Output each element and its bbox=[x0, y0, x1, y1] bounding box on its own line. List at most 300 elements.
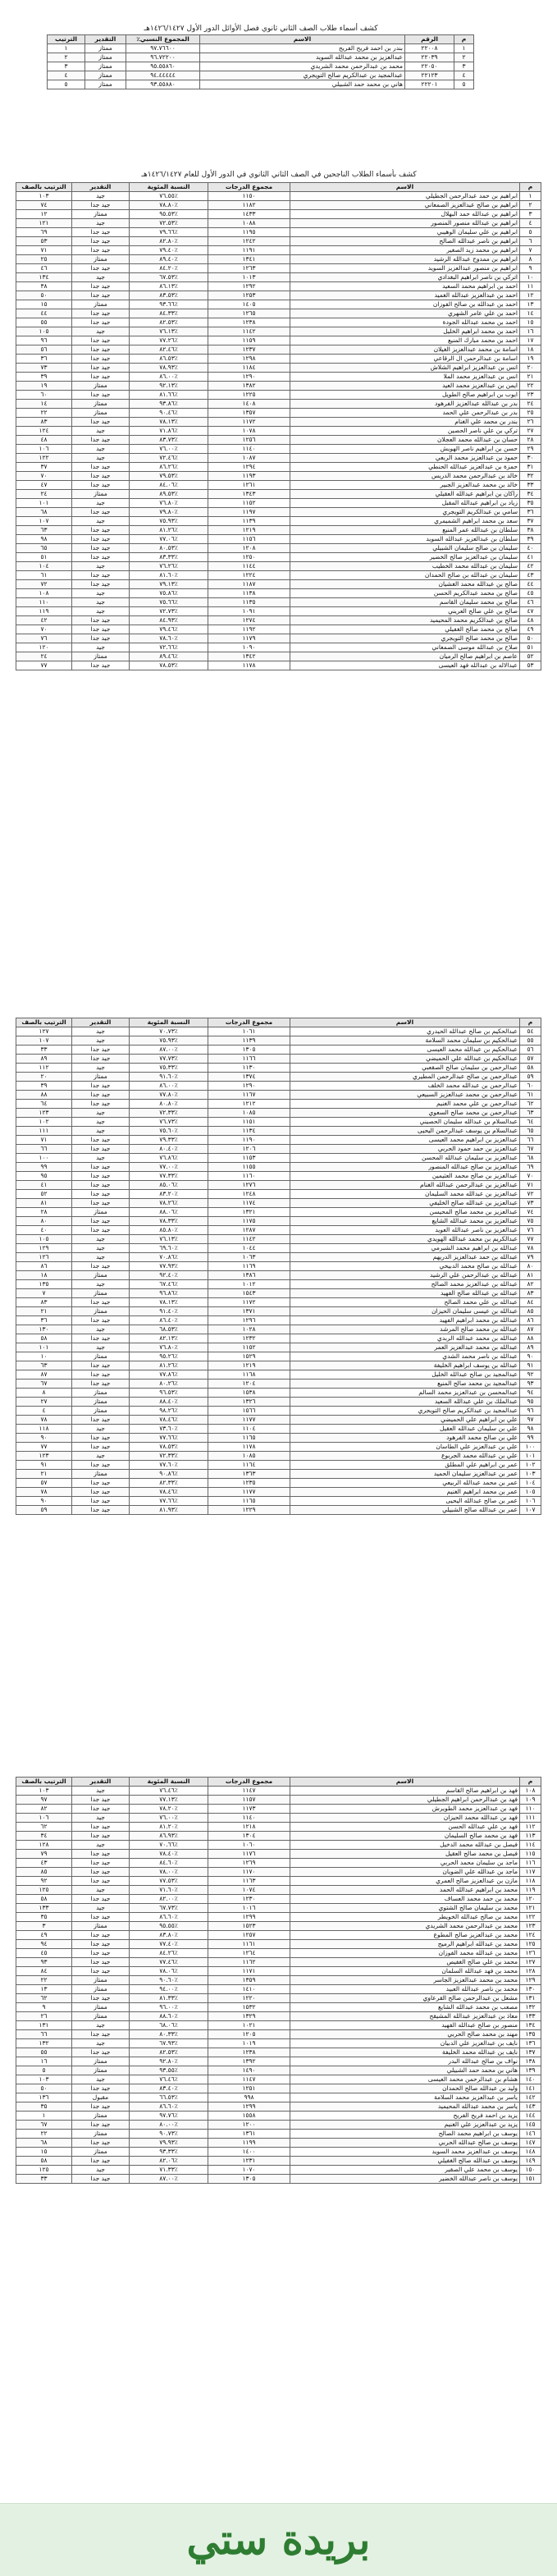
results-cell-name: بندر بن محمد علي الغنام bbox=[290, 418, 520, 427]
results-cell-rank: ٨٣ bbox=[16, 418, 72, 427]
results-cell-pct: ٪٧٨.٥٣ bbox=[130, 1443, 208, 1452]
results-cell-num: ٩٤ bbox=[520, 1389, 541, 1398]
table-row bbox=[16, 1208, 541, 1217]
results-cell-grade: جيد bbox=[72, 2021, 130, 2030]
results-cell-rank: ٣٣ bbox=[16, 1045, 72, 1055]
table-row bbox=[16, 246, 541, 255]
table-row bbox=[16, 2075, 541, 2084]
results-cell-name: محمد بن ابراهيم عبدالله الحمد bbox=[290, 1886, 520, 1895]
results-cell-total: ١٣٧٤ bbox=[208, 1073, 290, 1082]
results-cell-num: ١٣٨ bbox=[520, 2057, 541, 2066]
results-cell-pct: ٪٧٢.٣٣ bbox=[130, 1452, 208, 1461]
results-cell-name: عبدالعزيز بن سليمان عبدالله المحسن bbox=[290, 1154, 520, 1163]
results-cell-rank: ٢٢ bbox=[16, 1976, 72, 1985]
summary-header-row bbox=[48, 35, 474, 44]
results-cell-rank: ٥٠ bbox=[16, 2084, 72, 2093]
results-cell-name: عبدالله بن صالح محمد الدبيخي bbox=[290, 1262, 520, 1271]
results-cell-num: ٤ bbox=[520, 219, 541, 228]
results-cell-rank: ١٢٨ bbox=[16, 1841, 72, 1850]
results-cell-grade: جيد جدا bbox=[72, 1316, 130, 1325]
results-cell-pct: ٪٩٥.٥٣ bbox=[130, 210, 208, 219]
results-cell-rank: ٣٧ bbox=[16, 463, 72, 472]
results-col-name: الاسم bbox=[290, 183, 520, 192]
table-row bbox=[16, 1904, 541, 1913]
results-cell-total: ١٠٧٤ bbox=[208, 1886, 290, 1895]
results-cell-name: عبدالعزيز بن عبدالله محمد السليمان bbox=[290, 1190, 520, 1199]
table-row bbox=[16, 2102, 541, 2112]
summary-row bbox=[48, 80, 474, 89]
results-cell-name: عمر بن صالح عبدالله اليحيى bbox=[290, 1497, 520, 1506]
results-cell-pct: ٪٧٥.٩٣ bbox=[130, 517, 208, 526]
results-cell-grade: جيد جدا bbox=[72, 2048, 130, 2057]
results-cell-name: عبدالعزيز بن محمد عبدالله الشايع bbox=[290, 1217, 520, 1226]
summary-body bbox=[48, 44, 474, 89]
results-cell-num: ١٢٨ bbox=[520, 1967, 541, 1976]
results-cell-name: محمد بن عبدالرحمن محمد الشريدي bbox=[290, 1922, 520, 1931]
results-cell-total: ١١٦١ bbox=[208, 1940, 290, 1949]
results-cell-num: ٧١ bbox=[520, 1181, 541, 1190]
results-cell-pct: ٪٧٦.٨٠ bbox=[130, 1343, 208, 1352]
col-name: الاسم bbox=[200, 35, 405, 44]
results-cell-rank: ٨٢ bbox=[16, 1805, 72, 1814]
results-cell-total: ١١٨٤ bbox=[208, 364, 290, 373]
results-cell-num: ١٠٤ bbox=[520, 1479, 541, 1488]
results-cell-total: ١٢٢٥ bbox=[208, 391, 290, 400]
results-cell-num: ١١٨ bbox=[520, 1877, 541, 1886]
results-cell-name: عبدالعزيز بن ناصر عبدالله العويد bbox=[290, 1226, 520, 1235]
results-cell-name: مشعل بن عبدالرحمن صالح القرعاوي bbox=[290, 1994, 520, 2003]
footer-logo-bar bbox=[0, 2503, 557, 2576]
results-cell-total: ١٢٤٢ bbox=[208, 237, 290, 246]
results-cell-rank: ١٣٥ bbox=[16, 1280, 72, 1289]
results-cell-pct: ٪٨٣.٢٠ bbox=[130, 1190, 208, 1199]
results-cell-pct: ٪٧٦.٤٦ bbox=[130, 1787, 208, 1796]
table-row bbox=[16, 1497, 541, 1506]
table-row bbox=[16, 309, 541, 318]
results-cell-name: عبدالله بن عبدالله صالح الفهيد bbox=[290, 1289, 520, 1298]
results-cell-num: ٣٧ bbox=[520, 517, 541, 526]
results-table bbox=[16, 182, 541, 670]
results-cell-grade: جيد جدا bbox=[72, 201, 130, 210]
table-row bbox=[16, 201, 541, 210]
table-row bbox=[16, 544, 541, 553]
summary-cell-num: ٢ bbox=[454, 53, 474, 62]
results-cell-pct: ٪٩١.٦٠ bbox=[130, 1073, 208, 1082]
results-cell-total: ١٣٤١ bbox=[208, 255, 290, 264]
results-cell-total: ١٢٣٨ bbox=[208, 318, 290, 327]
results-cell-pct: ٪٧٨.٤٦ bbox=[130, 1416, 208, 1425]
results-cell-num: ٣٥ bbox=[520, 499, 541, 508]
results-cell-pct: ٪٩٠.٦٠ bbox=[130, 1976, 208, 1985]
results-col-name: الاسم bbox=[290, 1018, 520, 1027]
results-cell-grade: جيد bbox=[72, 1425, 130, 1434]
results-cell-rank: ٦١ bbox=[16, 571, 72, 580]
results-cell-total: ١٠٨٧ bbox=[208, 454, 290, 463]
results-cell-num: ١٠٩ bbox=[520, 1796, 541, 1805]
results-cell-pct: ٪٧٣.٦٠ bbox=[130, 1425, 208, 1434]
results-cell-rank: ٤٥ bbox=[16, 1949, 72, 1958]
results-cell-rank: ١٠٤ bbox=[16, 562, 72, 571]
table-row bbox=[16, 1118, 541, 1127]
results-cell-num: ٥٢ bbox=[520, 652, 541, 661]
table-row bbox=[16, 2039, 541, 2048]
results-cell-num: ٣٢ bbox=[520, 472, 541, 481]
results-cell-rank: ٣٦ bbox=[16, 355, 72, 364]
results-cell-pct: ٪٩٣.٥٥ bbox=[130, 2066, 208, 2075]
results-cell-rank: ١٩ bbox=[16, 382, 72, 391]
results-cell-num: ٣٤ bbox=[520, 490, 541, 499]
table-row bbox=[16, 1199, 541, 1208]
results-cell-num: ٥٣ bbox=[520, 661, 541, 670]
results-cell-num: ٨٦ bbox=[520, 1316, 541, 1325]
table-row bbox=[16, 1868, 541, 1877]
results-cell-total: ١١٨٢ bbox=[208, 201, 290, 210]
results-cell-total: ١٢٣٥ bbox=[208, 1479, 290, 1488]
results-cell-name: سعد بن محمد ابراهيم الشميمري bbox=[290, 517, 520, 526]
results-cell-num: ٥١ bbox=[520, 643, 541, 652]
results-cell-pct: ٪٨١.٩٣ bbox=[130, 1506, 208, 1515]
results-cell-rank: ٢٥ bbox=[16, 255, 72, 264]
results-cell-num: ٩ bbox=[520, 264, 541, 273]
results-cell-total: ١٢٩٠ bbox=[208, 373, 290, 382]
results-cell-rank: ١٢٧ bbox=[16, 1027, 72, 1036]
results-cell-num: ٤٦ bbox=[520, 598, 541, 607]
summary-cell-grade: ممتاز bbox=[85, 62, 126, 71]
results-cell-grade: جيد جدا bbox=[72, 1994, 130, 2003]
table-row bbox=[16, 526, 541, 535]
results-cell-grade: جيد جدا bbox=[72, 318, 130, 327]
results-cell-num: ٧٦ bbox=[520, 1226, 541, 1235]
results-cell-total: ١١٧٧ bbox=[208, 1416, 290, 1425]
table-row bbox=[16, 1787, 541, 1796]
main-title-block bbox=[16, 169, 541, 181]
results-cell-rank: ١٠٦ bbox=[16, 445, 72, 454]
results-cell-name: يوسف بن ناصر عبدالله الخضير bbox=[290, 2175, 520, 2184]
results-col-grade: التقدير bbox=[72, 183, 130, 192]
results-cell-pct: ٪٧٩.٩٣ bbox=[130, 2139, 208, 2148]
results-header-row bbox=[16, 1018, 541, 1027]
results-cell-num: ١٤٢ bbox=[520, 2093, 541, 2102]
results-cell-grade: جيد جدا bbox=[72, 373, 130, 382]
results-cell-rank: ١٠٧ bbox=[16, 1036, 72, 1045]
table-row bbox=[16, 237, 541, 246]
results-cell-total: ١٢٩٠ bbox=[208, 1082, 290, 1091]
results-cell-name: عبدالعزيز بن محمد صالح المحيسن bbox=[290, 1208, 520, 1217]
results-cell-total: ١١٣٩ bbox=[208, 1036, 290, 1045]
results-cell-rank: ٦٠ bbox=[16, 391, 72, 400]
table-row bbox=[16, 1181, 541, 1190]
results-cell-total: ١٤٠٨ bbox=[208, 400, 290, 409]
results-cell-num: ١٢٢ bbox=[520, 1913, 541, 1922]
results-cell-pct: ٪٨٠.٣٣ bbox=[130, 2030, 208, 2039]
results-cell-total: ١٢٠٨ bbox=[208, 544, 290, 553]
results-cell-total: ١٢٩٤ bbox=[208, 463, 290, 472]
results-cell-name: هشام بن عبدالرحمن محمد العيسى bbox=[290, 2075, 520, 2084]
table-row bbox=[16, 481, 541, 490]
table-row bbox=[16, 2003, 541, 2012]
results-cell-grade: جيد جدا bbox=[72, 1868, 130, 1877]
table-row bbox=[16, 373, 541, 382]
results-cell-rank: ٨٦ bbox=[16, 1262, 72, 1271]
results-cell-name: عبدالله بن يوسف ابراهيم الخليفة bbox=[290, 1361, 520, 1370]
table-row bbox=[16, 1244, 541, 1253]
results-cell-rank: ٣٥ bbox=[16, 2102, 72, 2112]
results-cell-rank: ٧٠ bbox=[16, 625, 72, 634]
results-cell-pct: ٪٨٢.٠٠ bbox=[130, 1895, 208, 1904]
results-cell-num: ١٢٣ bbox=[520, 1922, 541, 1931]
results-cell-rank: ١٥ bbox=[16, 2148, 72, 2157]
results-cell-total: ١١٧٩ bbox=[208, 634, 290, 643]
results-cell-grade: جيد bbox=[72, 562, 130, 571]
results-cell-num: ١٣٣ bbox=[520, 2012, 541, 2021]
results-cell-name: ابراهيم بن محمد زيد الصغير bbox=[290, 246, 520, 255]
results-cell-rank: ٤ bbox=[16, 1407, 72, 1416]
table-row bbox=[16, 1913, 541, 1922]
results-cell-name: انس بن عبدالعزيز ابراهيم الشلاش bbox=[290, 364, 520, 373]
table-row bbox=[16, 598, 541, 607]
results-cell-rank: ٧٦ bbox=[16, 634, 72, 643]
summary-cell-pct: ٩٦.٧٢٢٠٠ bbox=[126, 53, 200, 62]
results-cell-pct: ٪٦٨.٥٣ bbox=[130, 1325, 208, 1334]
results-cell-total: ١٠١٦ bbox=[208, 1904, 290, 1913]
results-cell-pct: ٪٨٦.٦٠ bbox=[130, 1913, 208, 1922]
results-cell-grade: جيد جدا bbox=[72, 355, 130, 364]
table-row bbox=[16, 1253, 541, 1262]
results-cell-pct: ٪٧٧.٦٦ bbox=[130, 1434, 208, 1443]
results-cell-grade: ممتاز bbox=[72, 1985, 130, 1994]
table-row bbox=[16, 580, 541, 589]
results-cell-num: ١٠٦ bbox=[520, 1497, 541, 1506]
results-cell-pct: ٪٨٨.٤٠ bbox=[130, 1398, 208, 1407]
results-cell-rank: ٥٨ bbox=[16, 1895, 72, 1904]
results-cell-num: ١٤١ bbox=[520, 2084, 541, 2093]
results-cell-grade: جيد جدا bbox=[72, 364, 130, 373]
results-cell-grade: جيد جدا bbox=[72, 1045, 130, 1055]
results-cell-name: سليمان بن عبدالعزيز صالح الخضير bbox=[290, 553, 520, 562]
results-cell-total: ١١٧٣ bbox=[208, 1805, 290, 1814]
results-cell-num: ٩٠ bbox=[520, 1352, 541, 1361]
results-cell-rank: ٧٣ bbox=[16, 364, 72, 373]
results-cell-rank: ٩ bbox=[16, 2003, 72, 2012]
results-cell-total: ١٣٥٩ bbox=[208, 1976, 290, 1985]
results-cell-pct: ٪٧٥.٦٦ bbox=[130, 598, 208, 607]
results-col-rank: الترتيب بالصف bbox=[16, 183, 72, 192]
results-cell-rank: ٤١ bbox=[16, 1181, 72, 1190]
results-cell-grade: جيد جدا bbox=[72, 1859, 130, 1868]
table-row bbox=[16, 652, 541, 661]
results-cell-rank: ٧٤ bbox=[16, 201, 72, 210]
results-cell-total: ١٢٩٨ bbox=[208, 355, 290, 364]
table-row bbox=[16, 228, 541, 237]
results-cell-name: مازن بن عبدالعزيز صالح العمري bbox=[290, 1877, 520, 1886]
table-row bbox=[16, 1479, 541, 1488]
results-cell-num: ٤٠ bbox=[520, 544, 541, 553]
results-cell-pct: ٪٦٨.٠٦ bbox=[130, 2021, 208, 2030]
table-row bbox=[16, 1352, 541, 1361]
table-row bbox=[16, 1967, 541, 1976]
results-cell-pct: ٪٧٩.٦٦ bbox=[130, 228, 208, 237]
results-cell-num: ٧٧ bbox=[520, 1235, 541, 1244]
results-cell-total: ١٢٦٣ bbox=[208, 264, 290, 273]
table-row bbox=[16, 318, 541, 327]
results-cell-grade: جيد جدا bbox=[72, 1850, 130, 1859]
results-cell-num: ٨٩ bbox=[520, 1343, 541, 1352]
results-cell-grade: جيد جدا bbox=[72, 1967, 130, 1976]
results-col-total: مجموع الدرجات bbox=[208, 1778, 290, 1787]
results-cell-total: ١١٥٦ bbox=[208, 535, 290, 544]
results-cell-total: ١٢٥٠ bbox=[208, 553, 290, 562]
table-row bbox=[16, 219, 541, 228]
summary-block bbox=[48, 23, 474, 89]
results-cell-pct: ٪٩٨.٢٦ bbox=[130, 1407, 208, 1416]
results-cell-rank: ١٠٨ bbox=[16, 589, 72, 598]
results-cell-name: محمد بن محمد عبدالعزيز الجاسر bbox=[290, 1976, 520, 1985]
col-pct: المجموع النسبي٪ bbox=[126, 35, 200, 44]
results-cell-rank: ٢٦ bbox=[16, 2012, 72, 2021]
summary-cell-pct: ٩٧.٧٦٦٠٠ bbox=[126, 44, 200, 53]
results-cell-total: ١١٩٢ bbox=[208, 625, 290, 634]
table-row bbox=[16, 553, 541, 562]
results-cell-rank: ١٨ bbox=[16, 1271, 72, 1280]
results-cell-grade: جيد جدا bbox=[72, 1931, 130, 1940]
results-cell-pct: ٪٧١.٨٦ bbox=[130, 427, 208, 436]
results-cell-grade: ممتاز bbox=[72, 1389, 130, 1398]
results-cell-name: اسامة بن محمد عبدالعزيز الغيلان bbox=[290, 345, 520, 355]
results-cell-num: ٢٨ bbox=[520, 436, 541, 445]
results-cell-total: ١٢٦٩ bbox=[208, 1859, 290, 1868]
results-cell-rank: ٥٦ bbox=[16, 345, 72, 355]
results-cell-name: محمد بن سليمان صالح الشتوي bbox=[290, 1904, 520, 1913]
table-row bbox=[16, 282, 541, 291]
results-cell-name: عبدالله بن ناصر محمد الشدي bbox=[290, 1352, 520, 1361]
results-cell-rank: ١٢٣ bbox=[16, 1452, 72, 1461]
results-cell-total: ١٠١٩ bbox=[208, 2039, 290, 2048]
results-cell-num: ٥٤ bbox=[520, 1027, 541, 1036]
results-cell-name: يوسف بن محمد علي الصقير bbox=[290, 2166, 520, 2175]
results-cell-rank: ٧٨ bbox=[16, 1488, 72, 1497]
results-cell-total: ١٠٢٨ bbox=[208, 1325, 290, 1334]
table-row bbox=[16, 1091, 541, 1100]
summary-cell-name: محمد بن عبدالرحمن محمد الشريدي bbox=[200, 62, 405, 71]
results-cell-grade: جيد جدا bbox=[72, 1181, 130, 1190]
results-cell-name: اسامة بن عبدالرحمن ال الرقاعي bbox=[290, 355, 520, 364]
results-cell-rank: ٣٤ bbox=[16, 1832, 72, 1841]
results-cell-num: ١٤ bbox=[520, 309, 541, 318]
results-cell-total: ١٠٧٠ bbox=[208, 2166, 290, 2175]
results-cell-num: ٤٩ bbox=[520, 625, 541, 634]
table-row bbox=[16, 1859, 541, 1868]
results-cell-total: ١١٩٣ bbox=[208, 472, 290, 481]
results-cell-rank: ١٣ bbox=[16, 1985, 72, 1994]
results-header-row bbox=[16, 1778, 541, 1787]
results-cell-num: ١١٠ bbox=[520, 1805, 541, 1814]
results-cell-name: ياسر بن محمد عبدالله المحيميد bbox=[290, 2102, 520, 2112]
results-cell-grade: جيد جدا bbox=[72, 336, 130, 345]
table-row bbox=[16, 1398, 541, 1407]
results-cell-pct: ٪٧٨.٥٣ bbox=[130, 661, 208, 670]
results-cell-pct: ٪٩٥.٢٦ bbox=[130, 1352, 208, 1361]
results-cell-rank: ٥٧ bbox=[16, 1479, 72, 1488]
results-cell-num: ٣٨ bbox=[520, 526, 541, 535]
results-cell-name: احمد بن محمد مبارك المنيع bbox=[290, 336, 520, 345]
results-cell-rank: ٩٥ bbox=[16, 1172, 72, 1181]
results-cell-rank: ٥٠ bbox=[16, 291, 72, 300]
results-cell-name: عبدالعزيز بن ابراهيم محمد العيسى bbox=[290, 1136, 520, 1145]
results-cell-rank: ١٢٦ bbox=[16, 1253, 72, 1262]
table-row bbox=[16, 291, 541, 300]
results-cell-grade: ممتاز bbox=[72, 1352, 130, 1361]
table-row bbox=[16, 364, 541, 373]
results-cell-pct: ٪٩٣.٨٦ bbox=[130, 400, 208, 409]
results-cell-name: فيصل بن عبدالله محمد الدخيل bbox=[290, 1841, 520, 1850]
results-cell-name: محمد بن عبدالله محمد الفوزان bbox=[290, 1949, 520, 1958]
table-row bbox=[16, 607, 541, 616]
results-cell-name: احمد بن عبدالعزيز عبدالله الغميد bbox=[290, 291, 520, 300]
results-cell-pct: ٪٧٧.١٣ bbox=[130, 1796, 208, 1805]
results-cell-name: عبدالله بن محمد عبدالعزيز العمر bbox=[290, 1343, 520, 1352]
results-cell-grade: جيد جدا bbox=[72, 1877, 130, 1886]
results-cell-name: محمد بن ناصر عبدالله العبيد bbox=[290, 1985, 520, 1994]
results-cell-grade: ممتاز bbox=[72, 1307, 130, 1316]
results-cell-num: ٧٣ bbox=[520, 1199, 541, 1208]
results-cell-grade: جيد جدا bbox=[72, 418, 130, 427]
results-cell-grade: ممتاز bbox=[72, 1289, 130, 1298]
results-cell-name: خالد بن عبدالرحمن محمد الدريس bbox=[290, 472, 520, 481]
results-cell-grade: جيد جدا bbox=[72, 544, 130, 553]
results-cell-rank: ٥١ bbox=[16, 553, 72, 562]
results-cell-grade: جيد جدا bbox=[72, 291, 130, 300]
results-cell-rank: ٦٢ bbox=[16, 1994, 72, 2003]
results-cell-grade: ممتاز bbox=[72, 382, 130, 391]
results-cell-num: ١٣٦ bbox=[520, 2039, 541, 2048]
results-cell-name: احمد بن محمد ابراهيم الخليل bbox=[290, 327, 520, 336]
summary-row bbox=[48, 71, 474, 80]
table-row bbox=[16, 1217, 541, 1226]
results-cell-rank: ١٢٢ bbox=[16, 454, 72, 463]
results-cell-total: ١٣٥٧ bbox=[208, 409, 290, 418]
results-cell-name: عمر بن محمد ابراهيم الغنيم bbox=[290, 1488, 520, 1497]
results-cell-num: ٢٩ bbox=[520, 445, 541, 454]
table-row bbox=[16, 1154, 541, 1163]
results-cell-rank: ٤٦ bbox=[16, 264, 72, 273]
table-row bbox=[16, 499, 541, 508]
results-cell-pct: ٪٧٩.٤٦ bbox=[130, 625, 208, 634]
results-cell-total: ١٠٧٨ bbox=[208, 427, 290, 436]
table-row bbox=[16, 1163, 541, 1172]
table-row bbox=[16, 2030, 541, 2039]
results-cell-rank: ١١٠ bbox=[16, 598, 72, 607]
results-cell-total: ١٠١٣ bbox=[208, 273, 290, 282]
results-cell-grade: جيد جدا bbox=[72, 1497, 130, 1506]
results-cell-num: ٩٧ bbox=[520, 1416, 541, 1425]
results-cell-grade: ممتاز bbox=[72, 1407, 130, 1416]
results-cell-pct: ٪٨٢.٨٠ bbox=[130, 237, 208, 246]
results-cell-rank: ٥٣ bbox=[16, 237, 72, 246]
results-cell-num: ١١١ bbox=[520, 1814, 541, 1823]
results-cell-grade: جيد جدا bbox=[72, 1100, 130, 1109]
results-cell-rank: ٨٠ bbox=[16, 1217, 72, 1226]
summary-cell-id: ٢٢٠٥٠ bbox=[405, 62, 454, 71]
results-cell-rank: ٧٢ bbox=[16, 580, 72, 589]
results-cell-total: ١٠٩٠ bbox=[208, 643, 290, 652]
table-row bbox=[16, 391, 541, 400]
table-row bbox=[16, 1226, 541, 1235]
table-row bbox=[16, 643, 541, 652]
summary-row bbox=[48, 44, 474, 53]
results-cell-total: ١٢٢٠ bbox=[208, 1994, 290, 2003]
results-cell-rank: ١٠٦ bbox=[16, 1814, 72, 1823]
results-cell-pct: ٪٨٤.٣٣ bbox=[130, 309, 208, 318]
